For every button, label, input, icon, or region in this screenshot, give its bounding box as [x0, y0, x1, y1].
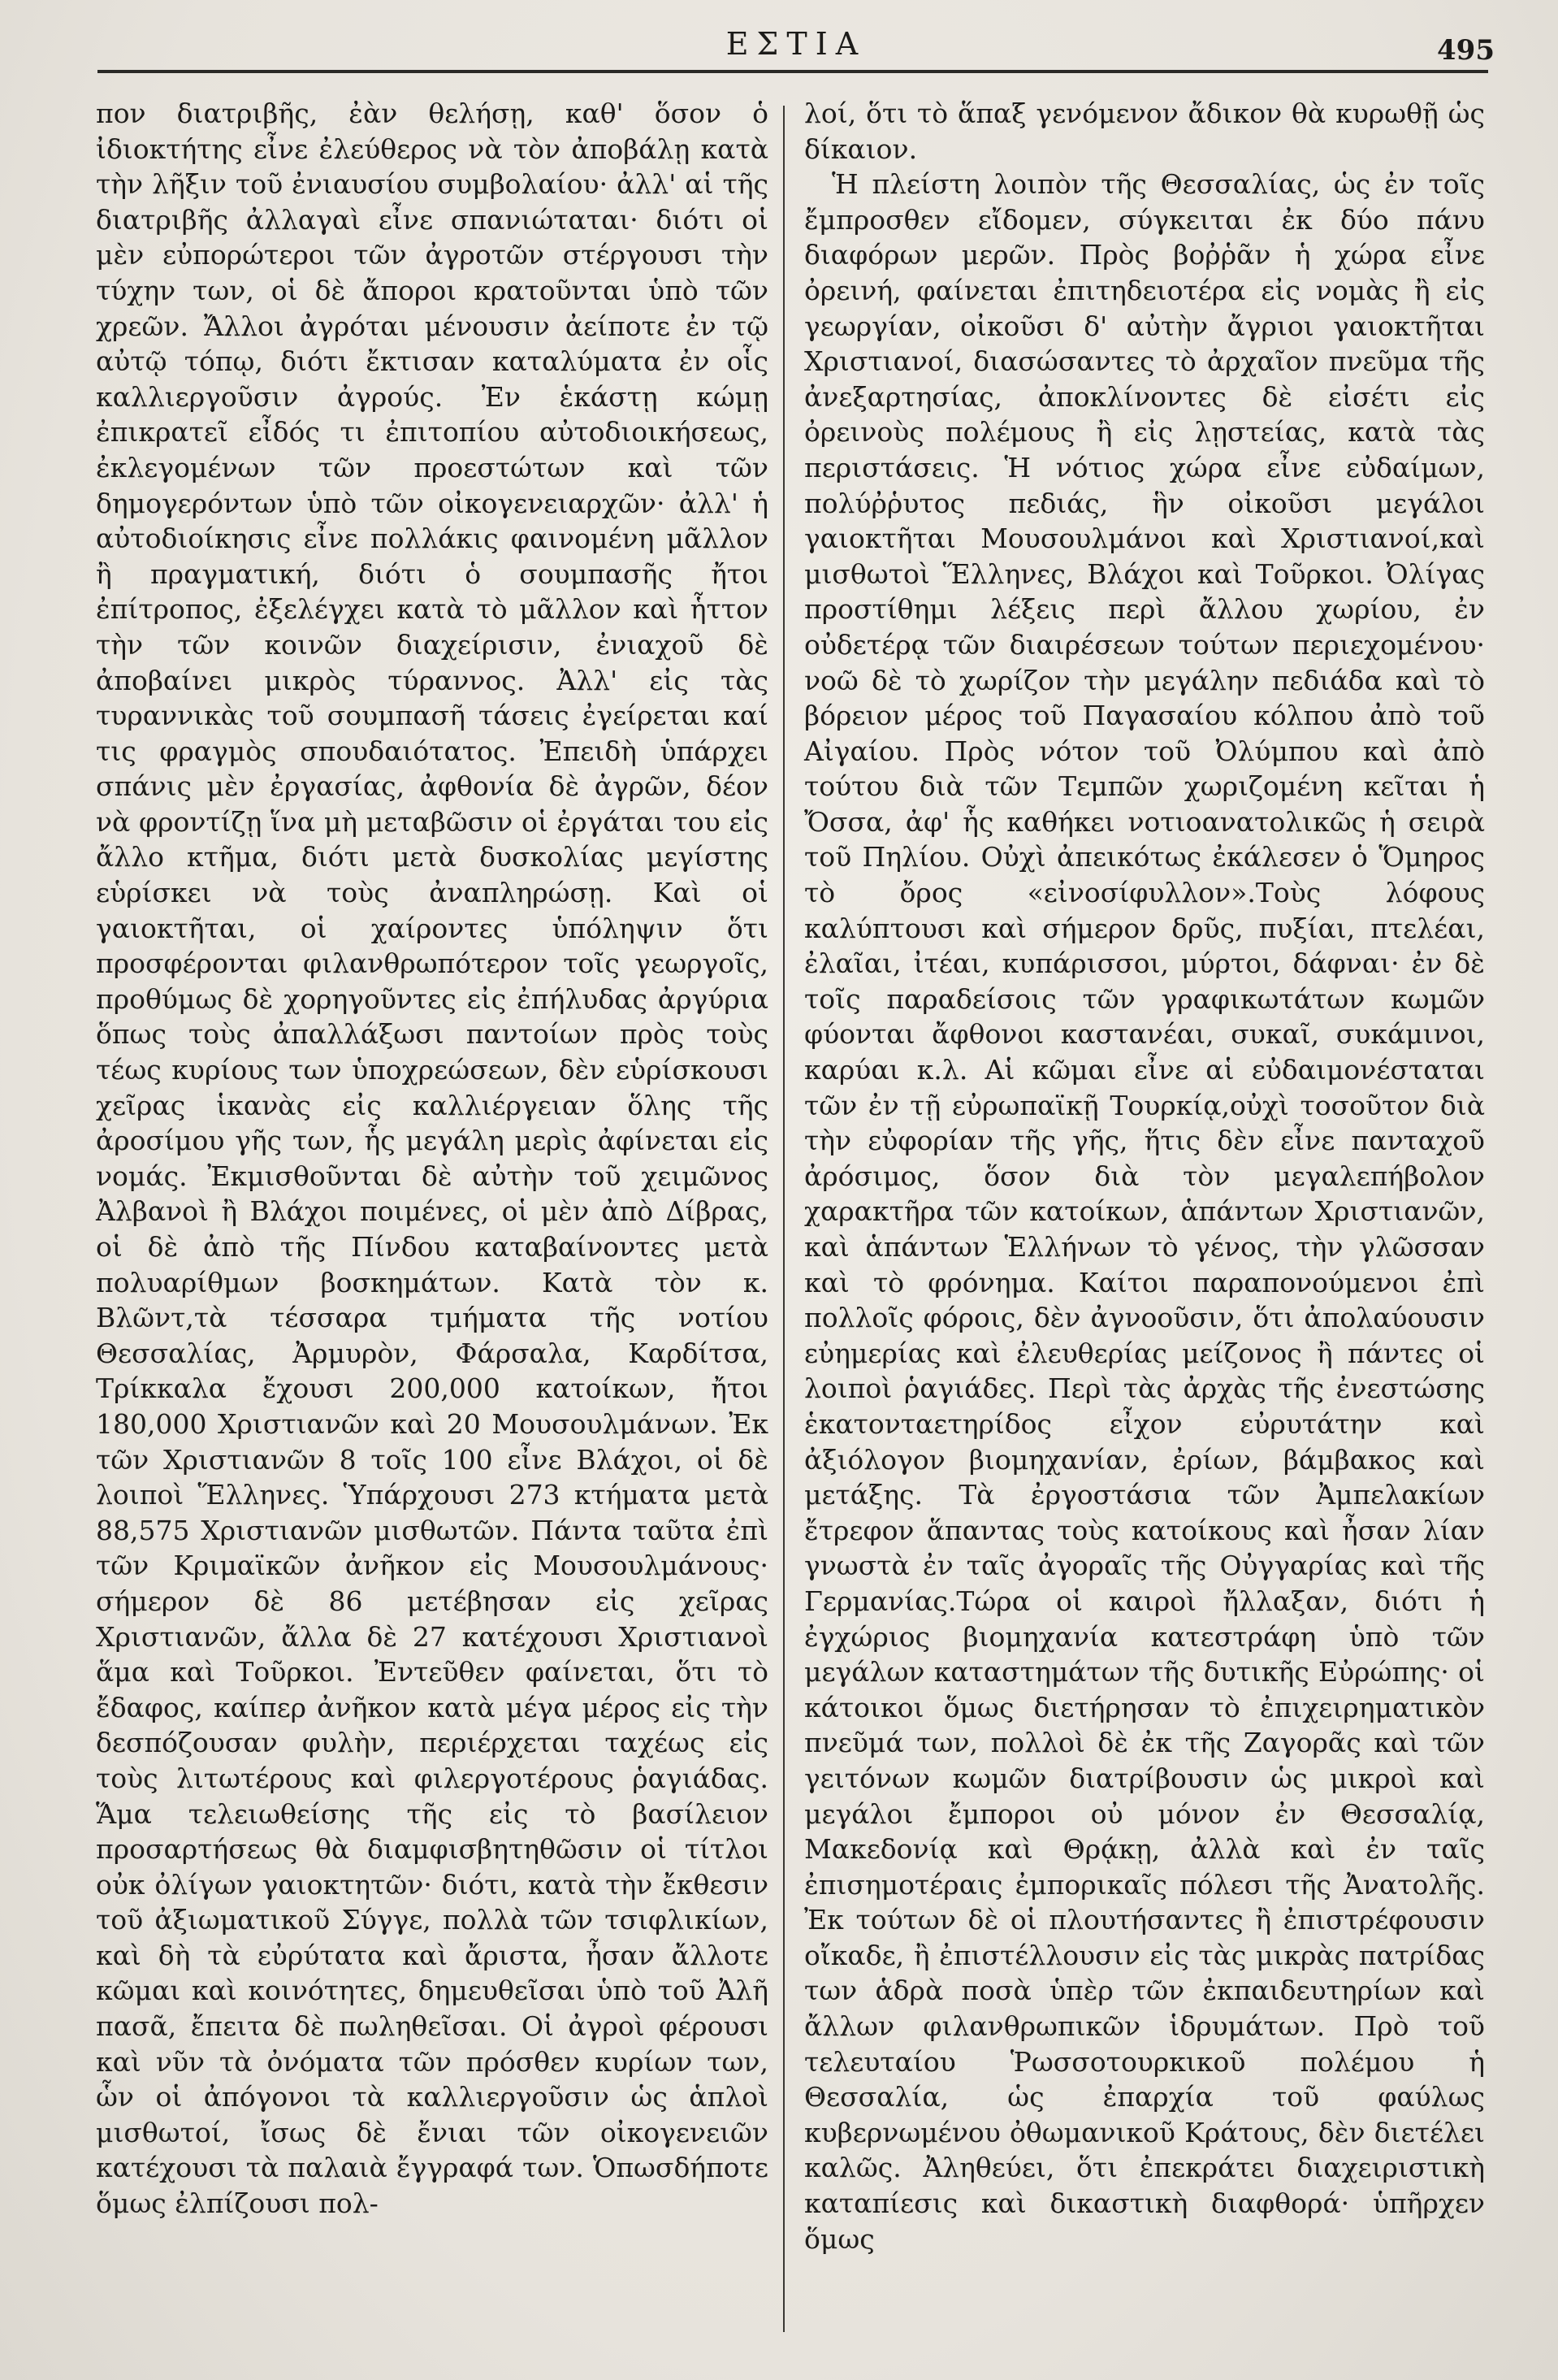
right-column-text: Ἡ πλείστη λοιπὸν τῆς Θεσσαλίας, ὡς ἐν τοῖς ἔμπροσθεν εἴδομεν, σύγκειται ἐκ δύο πάνυ διαφόρων μερῶν. Πρὸς βοῤῥᾶν ἡ χώρα εἶνε ὀρεινή, φαίνεται ἐπιτηδειοτέρα εἰς νομὰς ἢ εἰς γεωργίαν, οἰκοῦσι δ' αὐτὴν ἄγριοι γαιοκτῆται Χριστιανοί, διασώσαντες τὸ ἀρχαῖον πνεῦμα τῆς ἀνεξαρτησίας, ἀποκλίνοντες δὲ εἰσέτι εἰς ὀρεινοὺς πολέμους ἢ εἰς λῃστείας, κατὰ τὰς περιστάσεις. Ἡ νότιος χώρα εἶνε εὐδαίμων, πολύῤῥυτος πεδιάς, ἣν οἰκοῦσι μεγάλοι γαιοκτῆται Μουσουλμάνοι καὶ Χριστιανοί,καὶ μισθωτοὶ Ἕλληνες, Βλάχοι καὶ Τοῦρκοι. Ὀλίγας προστίθημι λέξεις περὶ ἄλλου χωρίου, ἐν οὐδετέρᾳ τῶν διαιρέσεων τούτων περιεχομένου· νοῶ δὲ τὸ χωρίζον τὴν μεγάλην πεδιάδα καὶ τὸ βόρειον μέρος τοῦ Παγασαίου κόλπου ἀπὸ τοῦ Αἰγαίου. Πρὸς νότον τοῦ Ὀλύμπου καὶ ἀπὸ τούτου διὰ τῶν Τεμπῶν χωριζομένη κεῖται ἡ Ὄσσα, ἀφ' ἧς καθήκει νοτιοανατολικῶς ἡ σειρὰ τοῦ Πηλίου. Οὐχὶ ἀπεικότως ἐκάλεσεν ὁ Ὅμηρος τὸ ὄρος «εἰνοσίφυλλον».Τοὺς λόφους καλύπτουσι καὶ σήμερον δρῦς, πυξίαι, πτελέαι, ἐλαῖαι, ἰτέαι, κυπάρισσοι, μύρτοι, δάφναι· ἐν δὲ τοῖς παραδείσοις τῶν γραφικωτάτων κωμῶν φύονται ἄφθονοι καστανέαι, συκαῖ, συκάμινοι, καρύαι κ.λ. Αἱ κῶμαι εἶνε αἱ εὐδαιμονέσταται τῶν ἐν τῇ εὐρωπαϊκῇ Τουρκίᾳ,οὐχὶ τοσοῦτον διὰ τὴν εὐφορίαν τῆς γῆς, ἥτις δὲν εἶνε πανταχοῦ ἀρόσιμος, ὅσον διὰ τὸν μεγαλεπήβολον χαρακτῆρα τῶν κατοίκων, ἁπάντων Χριστιανῶν, καὶ ἁπάντων Ἑλλήνων τὸ γένος, τὴν γλῶσσαν καὶ τὸ φρόνημα. Καίτοι παραπονούμενοι ἐπὶ πολλοῖς φόροις, δὲν ἀγνοοῦσιν, ὅτι ἀπολαύουσιν εὐημερίας καὶ ἐλευθερίας μείζονος ἢ πάντες οἱ λοιποὶ ῥαγιάδες. Περὶ τὰς ἀρχὰς τῆς ἐνεστώσης ἑκατονταετηρίδος εἶχον εὐρυτάτην καὶ ἀξιόλογον βιομηχανίαν, ἐρίων, βάμβακος καὶ μετάξης. Τὰ ἐργοστάσια τῶν Ἀμπελακίων ἔτρεφον ἅπαντας τοὺς κατοίκους καὶ ἦσαν λίαν γνωστὰ ἐν ταῖς ἀγοραῖς τῆς Οὐγγαρίας καὶ τῆς Γερμανίας.Τώρα οἱ καιροὶ ἤλλαξαν, διότι ἡ ἐγχώριος βιομηχανία κατεστράφη ὑπὸ τῶν μεγάλων καταστημάτων τῆς δυτικῆς Εὐρώπης· οἱ κάτοικοι ὅμως διετήρησαν τὸ ἐπιχειρηματικὸν πνεῦμά των, πολλοὶ δὲ ἐκ τῆς Ζαγορᾶς καὶ τῶν γειτόνων κωμῶν διατρίβουσιν ὡς μικροὶ καὶ μεγάλοι ἔμποροι οὐ μόνον ἐν Θεσσαλίᾳ, Μακεδονίᾳ καὶ Θρᾴκῃ, ἀλλὰ καὶ ἐν ταῖς ἐπισημοτέραις ἐμπορικαῖς πόλεσι τῆς Ἀνατολῆς. Ἐκ τούτων δὲ οἱ πλουτήσαντες ἢ ἐπιστρέφουσιν οἴκαδε, ἢ ἐπιστέλλουσιν εἰς τὰς μικρὰς πατρίδας των ἁδρὰ ποσὰ ὑπὲρ τῶν ἐκπαιδευτηρίων καὶ ἄλλων φιλανθρωπικῶν ἱδρυμάτων. Πρὸ τοῦ τελευταίου Ῥωσσοτουρκικοῦ πολέμου ἡ Θεσσαλία, ὡς ἐπαρχία τοῦ φαύλως κυβερνωμένου ὀθωμανικοῦ Κράτους, δὲν διετέλει καλῶς. Ἀληθεύει, ὅτι ἐπεκράτει διαχειριστικὴ καταπίεσις καὶ δικαστικὴ διαφθορά· ὑπῆρχεν ὅμως — [804, 168, 1485, 2255]
right-column-lead: λοί, ὅτι τὸ ἅπαξ γενόμενον ἄδικον θὰ κυρωθῇ ὡς δίκαιον. — [804, 98, 1485, 165]
column-divider — [783, 106, 785, 2332]
page-number: 495 — [1437, 34, 1495, 67]
page-title: ΕΣΤΙΑ — [725, 26, 867, 62]
left-column — [96, 96, 768, 2222]
page-header — [97, 24, 1495, 73]
header-rule — [97, 70, 1488, 73]
right-column — [804, 96, 1485, 2256]
left-column-text: πον διατριβῆς, ἐὰν θελήσῃ, καθ' ὅσον ὁ ἰδιοκτήτης εἶνε ἐλεύθερος νὰ τὸν ἀποβάλῃ κατὰ τὴν λῆξιν τοῦ ἐνιαυσίου συμβολαίου· ἀλλ' αἱ τῆς διατριβῆς ἀλλαγαὶ εἶνε σπανιώταται· διότι οἱ μὲν εὐπορώτεροι τῶν ἀγροτῶν στέργουσι τὴν τύχην των, οἱ δὲ ἄποροι κρατοῦνται ὑπὸ τῶν χρεῶν. Ἄλλοι ἀγρόται μένουσιν ἀείποτε ἐν τῷ αὐτῷ τόπῳ, διότι ἔκτισαν καταλύματα ἐν οἷς καλλιεργοῦσιν ἀγρούς. Ἐν ἑκάστῃ κώμῃ ἐπικρατεῖ εἶδός τι ἐπιτοπίου αὐτοδιοικήσεως, ἐκλεγομένων τῶν προεστώτων καὶ τῶν δημογερόντων ὑπὸ τῶν οἰκογενειαρχῶν· ἀλλ' ἡ αὐτοδιοίκησις εἶνε πολλάκις φαινομένη μᾶλλον ἢ πραγματική, διότι ὁ σουμπασῆς ἤτοι ἐπίτροπος, ἐξελέγχει κατὰ τὸ μᾶλλον καὶ ἧττον τὴν τῶν κοινῶν διαχείρισιν, ἐνιαχοῦ δὲ ἀποβαίνει μικρὸς τύραννος. Ἀλλ' εἰς τὰς τυραννικὰς τοῦ σουμπασῆ τάσεις ἐγείρεται καί τις φραγμὸς σπουδαιότατος. Ἐπειδὴ ὑπάρχει σπάνις μὲν ἐργασίας, ἀφθονία δὲ ἀγρῶν, δέον νὰ φροντίζῃ ἵνα μὴ μεταβῶσιν οἱ ἐργάται του εἰς ἄλλο κτῆμα, διότι μετὰ δυσκολίας μεγίστης εὑρίσκει νὰ τοὺς ἀναπληρώσῃ. Καὶ οἱ γαιοκτῆται, οἱ χαίροντες ὑπόληψιν ὅτι προσφέρονται φιλανθρωπότερον τοῖς γεωργοῖς, προθύμως δὲ χορηγοῦντες εἰς ἐπήλυδας ἀργύρια ὅπως τοὺς ἀπαλλάξωσι παντοίων πρὸς τοὺς τέως κυρίους των ὑποχρεώσεων, δὲν εὑρίσκουσι χεῖρας ἱκανὰς εἰς καλλιέργειαν ὅλης τῆς ἀροσίμου γῆς των, ἧς μεγάλη μερὶς ἀφίνεται εἰς νομάς. Ἐκμισθοῦνται δὲ αὐτὴν τοῦ χειμῶνος Ἀλβανοὶ ἢ Βλάχοι ποιμένες, οἱ μὲν ἀπὸ Δίβρας, οἱ δὲ ἀπὸ τῆς Πίνδου καταβαίνοντες μετὰ πολυαρίθμων βοσκημάτων. Κατὰ τὸν κ. Βλῶντ,τὰ τέσσαρα τμήματα τῆς νοτίου Θεσσαλίας, Ἀρμυρὸν, Φάρσαλα, Καρδίτσα, Τρίκκαλα ἔχουσι 200,000 κατοίκων, ἤτοι 180,000 Χριστιανῶν καὶ 20 Μουσουλμάνων. Ἐκ τῶν Χριστιανῶν 8 τοῖς 100 εἶνε Βλάχοι, οἱ δὲ λοιποὶ Ἕλληνες. Ὑπάρχουσι 273 κτήματα μετὰ 88,575 Χριστιανῶν μισθωτῶν. Πάντα ταῦτα ἐπὶ τῶν Κριμαϊκῶν ἀνῆκον εἰς Μουσουλμάνους· σήμερον δὲ 86 μετέβησαν εἰς χεῖρας Χριστιανῶν, ἄλλα δὲ 27 κατέχουσι Χριστιανοὶ ἅμα καὶ Τοῦρκοι. Ἐντεῦθεν φαίνεται, ὅτι τὸ ἔδαφος, καίπερ ἀνῆκον κατὰ μέγα μέρος εἰς τὴν δεσπόζουσαν φυλὴν, περιέρχεται ταχέως εἰς τοὺς λιτωτέρους καὶ φιλεργοτέρους ῥαγιάδας. Ἅμα τελειωθείσης τῆς εἰς τὸ βασίλειον προσαρτήσεως θὰ διαμφισβητηθῶσιν οἱ τίτλοι οὐκ ὀλίγων γαιοκτητῶν· διότι, κατὰ τὴν ἔκθεσιν τοῦ ἀξιωματικοῦ Σύγγε, πολλὰ τῶν τσιφλικίων, καὶ δὴ τὰ εὐρύτατα καὶ ἄριστα, ἦσαν ἄλλοτε κῶμαι καὶ κοινότητες, δημευθεῖσαι ὑπὸ τοῦ Ἀλῆ πασᾶ, ἔπειτα δὲ πωληθεῖσαι. Οἱ ἀγροὶ φέρουσι καὶ νῦν τὰ ὀνόματα τῶν πρόσθεν κυρίων των, ὧν οἱ ἀπόγονοι τὰ καλλιεργοῦσιν ὡς ἁπλοὶ μισθωτοί, ἴσως δὲ ἔνιαι τῶν οἰκογενειῶν κατέχουσι τὰ παλαιὰ ἔγγραφά των. Ὁπωσδήποτε ὅμως ἐλπίζουσι πολ- — [96, 98, 768, 2220]
